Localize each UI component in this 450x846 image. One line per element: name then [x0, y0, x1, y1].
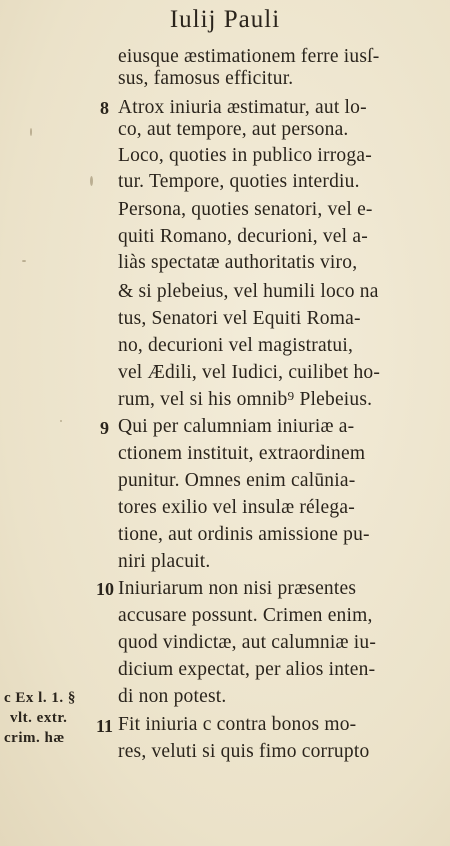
text-line: dicium expectat, per alios inten-	[118, 659, 376, 680]
section-number: 11	[96, 716, 114, 736]
text-line: accusare possunt. Crimen enim,	[118, 605, 373, 626]
paper-speck	[90, 176, 93, 186]
text-line: Loco, quoties in publico irroga-	[118, 145, 372, 166]
text-line: res, veluti si quis fimo corrupto	[118, 741, 370, 762]
text-line: eiusque æstimationem ferre iusſ-	[118, 46, 380, 67]
margin-note: crim. hæ	[4, 730, 65, 746]
section-number: 9	[100, 418, 109, 438]
text-line: Atrox iniuria æstimatur, aut lo-	[118, 97, 367, 118]
text-line: no, decurioni vel magistratui,	[118, 335, 354, 356]
text-line: niri placuit.	[118, 551, 211, 572]
text-line: Qui per calumniam iniuriæ a-	[118, 416, 355, 437]
text-line: co, aut tempore, aut personа.	[118, 119, 349, 140]
text-line: ctionem instituit, extraordinem	[118, 443, 366, 464]
text-line: liàs spectatæ authoritatis viro,	[118, 252, 358, 273]
section-number: 8	[100, 98, 109, 118]
paper-speck	[30, 128, 32, 136]
text-line: vel Ædili, vel Iudici, cuilibet ho-	[118, 362, 381, 383]
paper-speck	[60, 420, 62, 422]
text-line: Persona, quoties senatori, vel e-	[118, 199, 373, 220]
text-line: tus, Senatori vel Equiti Roma-	[118, 308, 361, 329]
text-line: quod vindictæ, aut calumniæ iu-	[118, 632, 377, 653]
text-line: tione, aut ordinis amissione pu-	[118, 524, 370, 545]
text-line: punitur. Omnes enim calūnia-	[118, 470, 356, 491]
margin-note: vlt. extr.	[10, 710, 68, 726]
text-line: tur. Tempore, quoties interdiu.	[118, 171, 360, 192]
running-header: Iulij Pauli	[169, 6, 281, 33]
text-line: quiti Romano, decurioni, vel a-	[118, 226, 368, 247]
paper-speck	[22, 260, 26, 262]
text-line: Fit iniuria c contra bonos mo-	[118, 714, 357, 735]
text-line: tores exilio vel insulæ rélega-	[118, 497, 355, 518]
text-line: sus, famosus efficitur.	[118, 68, 294, 89]
margin-note: c Ex l. 1. §	[4, 690, 76, 706]
text-line: di non potest.	[118, 686, 227, 707]
text-line: & si plebeius, vel humili loco na	[118, 281, 379, 302]
text-line: rum, vel si his omnib⁹ Plebeius.	[118, 389, 373, 410]
section-number: 10	[96, 579, 114, 599]
text-line: Iniuriarum non nisi præsentes	[118, 578, 357, 599]
